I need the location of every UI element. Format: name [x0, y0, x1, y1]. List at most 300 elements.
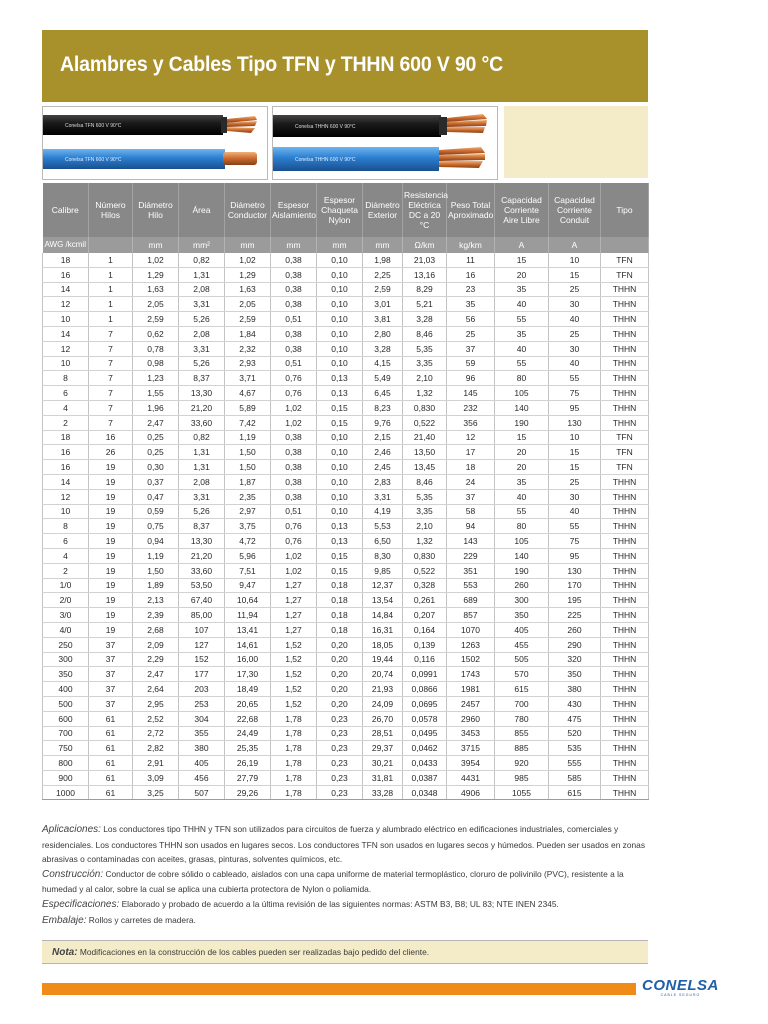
table-cell: 55 [495, 312, 549, 327]
unit-cell: mm [317, 237, 363, 253]
table-cell: 145 [447, 386, 495, 401]
table-cell: 56 [447, 312, 495, 327]
column-header: Número Hilos [89, 183, 133, 237]
table-cell: 1070 [447, 622, 495, 637]
table-cell: 26,19 [225, 756, 271, 771]
footer-bar [42, 983, 652, 995]
table-cell: 800 [43, 756, 89, 771]
construccion-paragraph [42, 867, 652, 897]
table-cell: 2,93 [225, 356, 271, 371]
table-cell: 615 [549, 785, 601, 800]
table-cell: 10,64 [225, 593, 271, 608]
table-cell: 107 [179, 622, 225, 637]
table-cell: 1,27 [271, 578, 317, 593]
table-cell: 2,46 [363, 445, 403, 460]
table-row [43, 356, 649, 371]
table-cell: 380 [179, 741, 225, 756]
table-cell: 0,13 [317, 371, 363, 386]
table-cell: THHN [601, 282, 649, 297]
column-header: Espesor Chaqueta Nylon [317, 183, 363, 237]
table-cell: 5,53 [363, 519, 403, 534]
table-cell: 26 [89, 445, 133, 460]
table-cell: 14,84 [363, 608, 403, 623]
table-cell: 80 [495, 519, 549, 534]
table-cell: 12 [43, 489, 89, 504]
table-cell: 2 [43, 563, 89, 578]
table-cell: 0,13 [317, 386, 363, 401]
table-cell: 18 [43, 430, 89, 445]
table-cell: 0,10 [317, 356, 363, 371]
table-cell: 0,38 [271, 489, 317, 504]
table-cell: 1,52 [271, 696, 317, 711]
table-cell: 229 [447, 548, 495, 563]
table-cell: 350 [43, 667, 89, 682]
table-cell: 0,47 [133, 489, 179, 504]
table-cell: 1,78 [271, 741, 317, 756]
especificaciones-label: Especificaciones: [42, 898, 120, 910]
construccion-text: Conductor de cobre sólido o cableado, aislados con una capa uniforme de material termoplástico, cloruro de polivinilo (PVC), resistente a la humedad y al calor, sobre la cual se aplica una cubierta protectora de Nylon o poliamida. [42, 868, 624, 895]
table-row [43, 297, 649, 312]
table-cell: 1,96 [133, 400, 179, 415]
table-cell: THHN [601, 371, 649, 386]
table-cell: 380 [549, 682, 601, 697]
table-cell: 37 [89, 682, 133, 697]
table-cell: 1,19 [225, 430, 271, 445]
table-cell: 2,45 [363, 460, 403, 475]
unit-cell: mm [225, 237, 271, 253]
table-cell: 0,0866 [403, 682, 447, 697]
table-cell: 0,82 [179, 430, 225, 445]
table-cell: THHN [601, 593, 649, 608]
table-cell: 1,19 [133, 548, 179, 563]
table-cell: 430 [549, 696, 601, 711]
table-cell: 1,78 [271, 770, 317, 785]
table-cell: 33,28 [363, 785, 403, 800]
spec-table [42, 183, 649, 800]
table-cell: 5,21 [403, 297, 447, 312]
table-cell: 2,64 [133, 682, 179, 697]
table-cell: 14 [43, 282, 89, 297]
table-cell: 700 [495, 696, 549, 711]
table-cell: 22,68 [225, 711, 271, 726]
table-row [43, 386, 649, 401]
table-cell: 21,03 [403, 253, 447, 267]
table-cell: 14 [43, 326, 89, 341]
decorative-panel [504, 106, 648, 178]
table-cell: THHN [601, 415, 649, 430]
table-cell: 23 [447, 282, 495, 297]
table-cell: 2,72 [133, 726, 179, 741]
table-row [43, 415, 649, 430]
table-cell: THHN [601, 637, 649, 652]
table-cell: 0,0433 [403, 756, 447, 771]
table-cell: 5,26 [179, 504, 225, 519]
table-cell: 405 [495, 622, 549, 637]
table-cell: 21,20 [179, 548, 225, 563]
column-header: Diámetro Conductor [225, 183, 271, 237]
table-cell: 2,10 [403, 371, 447, 386]
table-header-row [43, 183, 649, 237]
table-cell: THHN [601, 578, 649, 593]
table-cell: 0,10 [317, 430, 363, 445]
table-cell: 31,81 [363, 770, 403, 785]
table-cell: 1,50 [225, 445, 271, 460]
table-cell: 13,30 [179, 386, 225, 401]
table-row [43, 430, 649, 445]
table-cell: 700 [43, 726, 89, 741]
table-cell: 94 [447, 519, 495, 534]
table-cell: 5,26 [179, 356, 225, 371]
table-row [43, 282, 649, 297]
table-cell: 0,51 [271, 312, 317, 327]
table-cell: 6,50 [363, 534, 403, 549]
table-cell: 8,23 [363, 400, 403, 415]
table-cell: 0,76 [271, 519, 317, 534]
table-row [43, 711, 649, 726]
table-cell: 20 [495, 445, 549, 460]
table-cell: 2,52 [133, 711, 179, 726]
unit-cell: AWG /kcmil [43, 237, 89, 253]
table-cell: 2 [43, 415, 89, 430]
table-cell: 15 [495, 430, 549, 445]
table-cell: 18 [43, 253, 89, 267]
table-cell: 40 [549, 356, 601, 371]
table-cell: 130 [549, 563, 601, 578]
table-cell: THHN [601, 682, 649, 697]
column-header: Área [179, 183, 225, 237]
table-cell: 25 [549, 326, 601, 341]
table-cell: 920 [495, 756, 549, 771]
table-cell: 0,62 [133, 326, 179, 341]
product-photo-tfn [42, 106, 268, 180]
table-cell: 253 [179, 696, 225, 711]
copper-solid-icon [223, 152, 257, 165]
table-cell: 61 [89, 756, 133, 771]
table-cell: 3,81 [363, 312, 403, 327]
table-cell: 40 [495, 297, 549, 312]
unit-cell: mm [271, 237, 317, 253]
table-cell: 689 [447, 593, 495, 608]
table-cell: 0,0462 [403, 741, 447, 756]
table-cell: 7,51 [225, 563, 271, 578]
table-cell: 0,38 [271, 326, 317, 341]
table-cell: 19 [89, 548, 133, 563]
table-cell: 12 [447, 430, 495, 445]
table-cell: 2,91 [133, 756, 179, 771]
table-cell: 5,35 [403, 489, 447, 504]
table-cell: THHN [601, 326, 649, 341]
table-cell: TFN [601, 267, 649, 282]
table-cell: 3,25 [133, 785, 179, 800]
table-cell: 0,78 [133, 341, 179, 356]
column-header: Capacidad Corriente Conduit [549, 183, 601, 237]
table-row [43, 445, 649, 460]
table-cell: 75 [549, 534, 601, 549]
table-cell: 12 [43, 341, 89, 356]
table-cell: 3,28 [363, 341, 403, 356]
table-cell: 0,15 [317, 548, 363, 563]
table-cell: 19 [89, 519, 133, 534]
table-cell: 7 [89, 386, 133, 401]
table-cell: 0,0348 [403, 785, 447, 800]
table-cell: THHN [601, 400, 649, 415]
table-cell: THHN [601, 741, 649, 756]
table-cell: 1,52 [271, 667, 317, 682]
unit-cell [89, 237, 133, 253]
table-cell: 2,82 [133, 741, 179, 756]
table-cell: 1263 [447, 637, 495, 652]
table-cell: 4,19 [363, 504, 403, 519]
table-cell: 351 [447, 563, 495, 578]
table-cell: 0,10 [317, 341, 363, 356]
table-cell: 29,26 [225, 785, 271, 800]
table-cell: 40 [495, 489, 549, 504]
table-cell: 7 [89, 341, 133, 356]
table-cell: 0,10 [317, 489, 363, 504]
table-cell: 3,31 [179, 297, 225, 312]
table-row [43, 682, 649, 697]
table-cell: 26,70 [363, 711, 403, 726]
table-cell: THHN [601, 770, 649, 785]
table-cell: 8,46 [403, 474, 447, 489]
table-cell: 1,31 [179, 445, 225, 460]
table-cell: 12 [43, 297, 89, 312]
table-cell: 0,18 [317, 593, 363, 608]
table-cell: 25 [447, 326, 495, 341]
table-cell: 16 [43, 445, 89, 460]
table-cell: 1,98 [363, 253, 403, 267]
table-cell: 30,21 [363, 756, 403, 771]
column-header: Diámetro Exterior [363, 183, 403, 237]
table-cell: 2,95 [133, 696, 179, 711]
table-cell: 3,01 [363, 297, 403, 312]
table-cell: TFN [601, 430, 649, 445]
table-cell: 2,13 [133, 593, 179, 608]
table-cell: 14,61 [225, 637, 271, 652]
table-cell: 1 [89, 253, 133, 267]
table-cell: 0,38 [271, 282, 317, 297]
especificaciones-text: Elaborado y probado de acuerdo a la última revisión de las siguientes normas: ASTM B3, B8; UL 83; NTE INEN 2345. [121, 898, 559, 909]
table-row [43, 637, 649, 652]
table-cell: 0,23 [317, 756, 363, 771]
table-cell: 0,10 [317, 282, 363, 297]
table-cell: 18,49 [225, 682, 271, 697]
table-cell: TFN [601, 445, 649, 460]
table-cell: 0,38 [271, 430, 317, 445]
table-row [43, 371, 649, 386]
table-cell: 6,45 [363, 386, 403, 401]
table-cell: 7 [89, 356, 133, 371]
table-cell: THHN [601, 548, 649, 563]
table-cell: 9,76 [363, 415, 403, 430]
table-cell: THHN [601, 519, 649, 534]
table-cell: 16 [447, 267, 495, 282]
table-cell: 585 [549, 770, 601, 785]
table-cell: 0,522 [403, 563, 447, 578]
table-cell: 0,13 [317, 519, 363, 534]
table-cell: 1743 [447, 667, 495, 682]
table-row [43, 770, 649, 785]
table-cell: 2,35 [225, 489, 271, 504]
table-cell: THHN [601, 297, 649, 312]
table-cell: 0,10 [317, 312, 363, 327]
table-cell: 1,78 [271, 756, 317, 771]
aplicaciones-paragraph [42, 822, 652, 867]
table-cell: 4,15 [363, 356, 403, 371]
table-cell: 505 [495, 652, 549, 667]
table-cell: 35 [495, 474, 549, 489]
table-cell: 30 [549, 297, 601, 312]
table-cell: 0,94 [133, 534, 179, 549]
table-cell: 5,96 [225, 548, 271, 563]
brand-logo [636, 978, 725, 996]
column-header: Resistencia Eléctrica DC a 20 °C [403, 183, 447, 237]
table-cell: 1,29 [133, 267, 179, 282]
table-cell: 9,85 [363, 563, 403, 578]
table-cell: 25,35 [225, 741, 271, 756]
table-cell: 35 [495, 282, 549, 297]
wires-illustration-thhn [273, 107, 497, 179]
table-cell: 7,42 [225, 415, 271, 430]
table-cell: 1,02 [271, 548, 317, 563]
table-cell: 1,63 [225, 282, 271, 297]
table-cell: 4,67 [225, 386, 271, 401]
table-cell: 855 [495, 726, 549, 741]
table-cell: 19,44 [363, 652, 403, 667]
table-cell: 2,08 [179, 326, 225, 341]
table-cell: 3715 [447, 741, 495, 756]
table-row [43, 756, 649, 771]
table-cell: 20 [495, 460, 549, 475]
table-cell: 300 [495, 593, 549, 608]
table-cell: 61 [89, 741, 133, 756]
table-cell: 10 [43, 356, 89, 371]
wire-print: Conelsa TFN 600 V 90°C [65, 123, 122, 129]
table-cell: 1,78 [271, 711, 317, 726]
table-cell: 3,75 [225, 519, 271, 534]
table-cell: 3/0 [43, 608, 89, 623]
table-row [43, 253, 649, 267]
table-row [43, 460, 649, 475]
table-cell: 0,51 [271, 504, 317, 519]
table-cell: 0,830 [403, 400, 447, 415]
table-cell: 5,35 [403, 341, 447, 356]
table-cell: 1,27 [271, 622, 317, 637]
table-cell: 61 [89, 785, 133, 800]
table-cell: 3,35 [403, 356, 447, 371]
table-cell: 0,82 [179, 253, 225, 267]
table-cell: 356 [447, 415, 495, 430]
table-cell: 0,23 [317, 770, 363, 785]
table-cell: 37 [447, 341, 495, 356]
table-cell: THHN [601, 667, 649, 682]
table-row [43, 652, 649, 667]
copper-strands-icon [447, 114, 487, 133]
table-cell: 615 [495, 682, 549, 697]
table-cell: 13,30 [179, 534, 225, 549]
table-cell: 0,116 [403, 652, 447, 667]
column-header: Peso Total Aproximado [447, 183, 495, 237]
table-cell: 225 [549, 608, 601, 623]
table-cell: 37 [447, 489, 495, 504]
table-cell: 8,37 [179, 371, 225, 386]
column-header: Tipo [601, 183, 649, 237]
table-cell: 2,80 [363, 326, 403, 341]
table-cell: 19 [89, 460, 133, 475]
table-cell: 140 [495, 400, 549, 415]
table-cell: 10 [549, 430, 601, 445]
unit-cell: kg/km [447, 237, 495, 253]
table-cell: 750 [43, 741, 89, 756]
table-cell: 0,10 [317, 460, 363, 475]
table-row [43, 622, 649, 637]
table-cell: 13,41 [225, 622, 271, 637]
table-cell: 0,10 [317, 297, 363, 312]
table-cell: 9,47 [225, 578, 271, 593]
table-cell: 2960 [447, 711, 495, 726]
table-cell: 350 [495, 608, 549, 623]
table-cell: 30 [549, 341, 601, 356]
table-cell: 2,08 [179, 282, 225, 297]
table-cell: THHN [601, 652, 649, 667]
table-cell: 5,49 [363, 371, 403, 386]
table-cell: 2,29 [133, 652, 179, 667]
table-cell: 2,05 [133, 297, 179, 312]
table-cell: 25 [549, 474, 601, 489]
title-bar [42, 30, 648, 102]
table-cell: 12,37 [363, 578, 403, 593]
table-cell: 475 [549, 711, 601, 726]
table-cell: 4431 [447, 770, 495, 785]
table-cell: 15 [549, 445, 601, 460]
table-cell: 2,10 [403, 519, 447, 534]
table-cell: 900 [43, 770, 89, 785]
table-cell: 0,15 [317, 400, 363, 415]
table-cell: 5,89 [225, 400, 271, 415]
table-cell: 8 [43, 519, 89, 534]
table-cell: 59 [447, 356, 495, 371]
table-cell: 96 [447, 371, 495, 386]
table-cell: 1,55 [133, 386, 179, 401]
table-cell: 15 [495, 253, 549, 267]
unit-cell: mm [363, 237, 403, 253]
table-cell: 67,40 [179, 593, 225, 608]
table-row [43, 400, 649, 415]
table-cell: 40 [549, 504, 601, 519]
table-row [43, 341, 649, 356]
table-cell: 19 [89, 578, 133, 593]
table-cell: 27,79 [225, 770, 271, 785]
table-cell: 3,71 [225, 371, 271, 386]
table-cell: THHN [601, 474, 649, 489]
table-cell: 17 [447, 445, 495, 460]
table-cell: 1,31 [179, 460, 225, 475]
table-cell: 190 [495, 563, 549, 578]
table-cell: 25 [549, 282, 601, 297]
table-row [43, 504, 649, 519]
table-cell: TFN [601, 253, 649, 267]
table-body [43, 253, 649, 800]
table-cell: 0,23 [317, 785, 363, 800]
table-cell: 0,164 [403, 622, 447, 637]
table-cell: 61 [89, 711, 133, 726]
table-cell: 1,32 [403, 534, 447, 549]
wires-illustration-tfn [43, 107, 267, 179]
table-cell: 0,75 [133, 519, 179, 534]
table-cell: 143 [447, 534, 495, 549]
table-cell: 7 [89, 371, 133, 386]
table-cell: 1,78 [271, 785, 317, 800]
